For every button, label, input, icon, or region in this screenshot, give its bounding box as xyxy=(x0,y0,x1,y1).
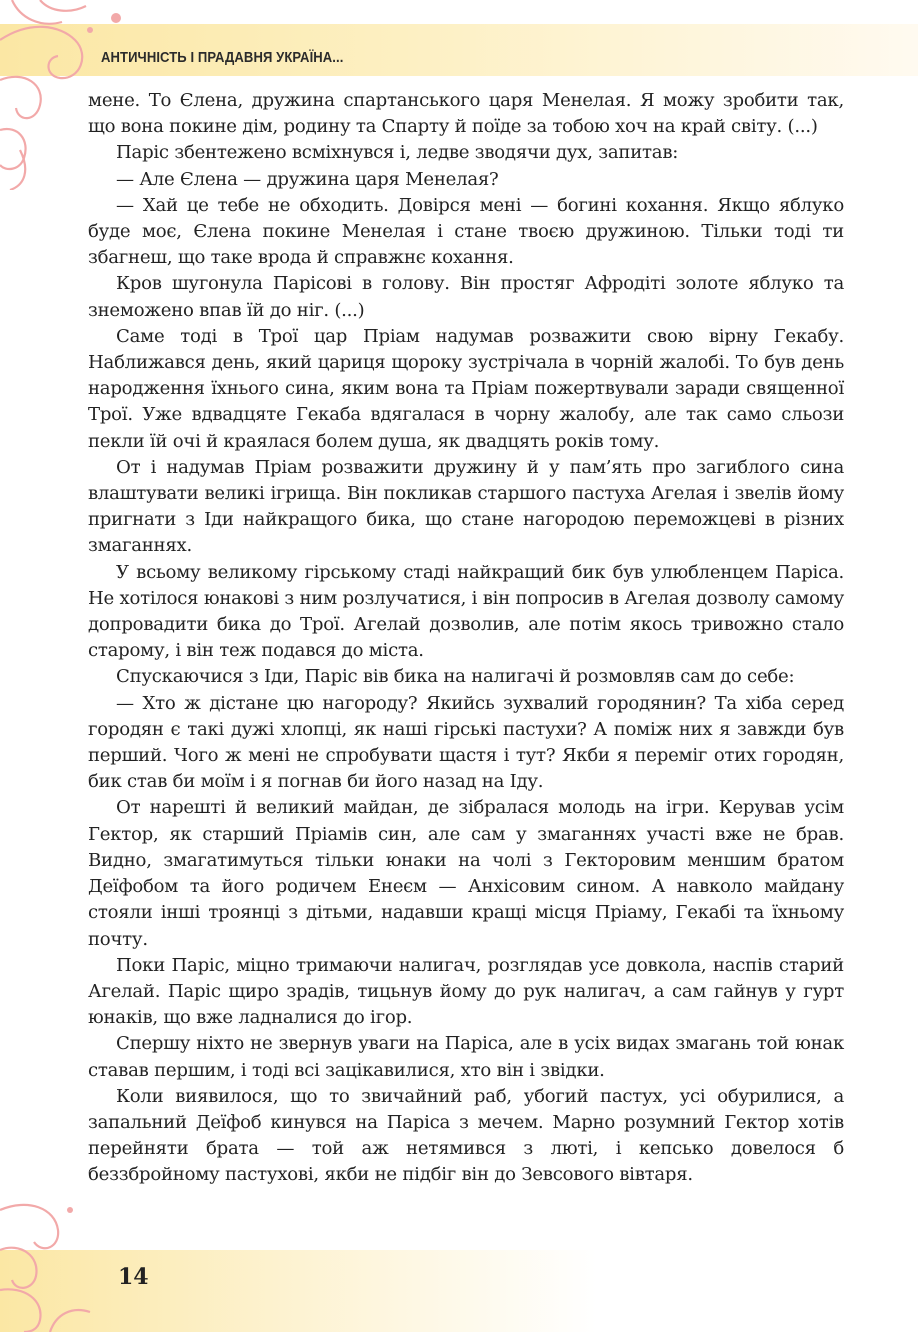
text-body xyxy=(88,88,844,1189)
floral-ornament-bottom xyxy=(0,1190,130,1332)
paragraph: Саме тоді в Трої цар Пріам надумав розважити свою вірну Гекабу. Наближався день, який цариця щороку зустрічала в чорній жалобі. То був день народження їхнього сина, яким вона та Пріам пожертвували заради священної Трої. Уже вдвадцяте Гекаба вдягалася в чорну жалобу, але так само сльози пекли їй очі й краялася болем душа, як двадцять років тому. xyxy=(88,325,844,452)
paragraph: У всьому великому гірському стаді найкращий бик був улюбленцем Паріса. Не хотілося юнакові з ним розлучатися, і він попросив в Агелая дозволу самому допровадити бика до Трої. Агелай дозволив, але потім якось тривожно стало старому, і він теж подався до міста. xyxy=(88,561,844,662)
paragraph: Поки Паріс, міцно тримаючи налигач, розглядав усе довкола, наспів старий Агелай. Паріс щиро зрадів, тицьнув йому до рук налигач, а сам гайнув у гурт юнаків, що вже ладналися до ігор. xyxy=(88,954,844,1029)
paragraph: Спершу ніхто не звернув уваги на Паріса, але в усіх видах змагань той юнак ставав першим, і тоді всі зацікавилися, хто він і звідки. xyxy=(88,1033,844,1081)
paragraph: От нарешті й великий майдан, де зібралася молодь на ігри. Керував усім Гектор, як старший Пріамів син, але сам у змаганнях участі вже не брав. Видно, змагатимуться тільки юнаки на чолі з Гекторовим меншим братом Деїфобом та його родичем Енеєм — Анхісовим сином. А навколо майдану стояли інші троянці з дітьми, надавши кращі місця Пріаму, Гекабі та їхньому почту. xyxy=(88,797,844,950)
paragraph: — Хто ж дістане цю нагороду? Якийсь зухвалий городянин? Та хіба серед городян є такі дужі хлопці, як наші гірські пастухи? А поміж них я завжди був перший. Чого ж мені не спробувати щастя і тут? Якби я переміг отих городян, бик став би моїм і я погнав би його назад на Іду. xyxy=(88,692,844,793)
paragraph: мене. То Єлена, дружина спартанського царя Менелая. Я можу зробити так, що вона покине дім, родину та Спарту й поїде за тобою хоч на край світу. (...) xyxy=(88,90,844,138)
paragraph: — Але Єлена — дружина царя Менелая? xyxy=(116,168,499,190)
paragraph: От і надумав Пріам розважити дружину й у пам’ять про загиблого сина влаштувати великі ігрища. Він покликав старшого пастуха Агелая і звелів йому пригнати з Іди найкращого бика, що стане нагородою переможцеві в різних змаганнях. xyxy=(88,456,844,557)
running-title: АНТИЧНІСТЬ І ПРАДАВНЯ УКРАЇНА... xyxy=(101,50,344,66)
paragraph: Кров шугонула Парісові в голову. Він простяг Афродіті золоте яблуко та знеможено впав їй до ніг. (...) xyxy=(88,273,844,321)
paragraph: Паріс збентежено всміхнувся і, ледве зводячи дух, запитав: xyxy=(116,142,679,164)
page-number: 14 xyxy=(118,1264,149,1290)
paragraph: Спускаючися з Іди, Паріс вів бика на налигачі й розмовляв сам до себе: xyxy=(116,666,795,688)
footer-band xyxy=(0,1250,918,1332)
paragraph: — Хай це тебе не обходить. Довірся мені — богині кохання. Якщо яблуко буде моє, Єлена покине Менелая і стане твоєю дружиною. Тільки тоді ти збагнеш, що таке врода й справжнє кохання. xyxy=(88,194,844,269)
paragraph: Коли виявилося, що то звичайний раб, убогий пастух, усі обурилися, а запальний Деїфоб кинувся на Паріса з мечем. Марно розумний Гектор хотів перейняти брата — той аж нетямився з люті, і кепсько довелося б беззбройному пастухові, якби не підбіг він до Зевсового вівтаря. xyxy=(88,1085,844,1186)
